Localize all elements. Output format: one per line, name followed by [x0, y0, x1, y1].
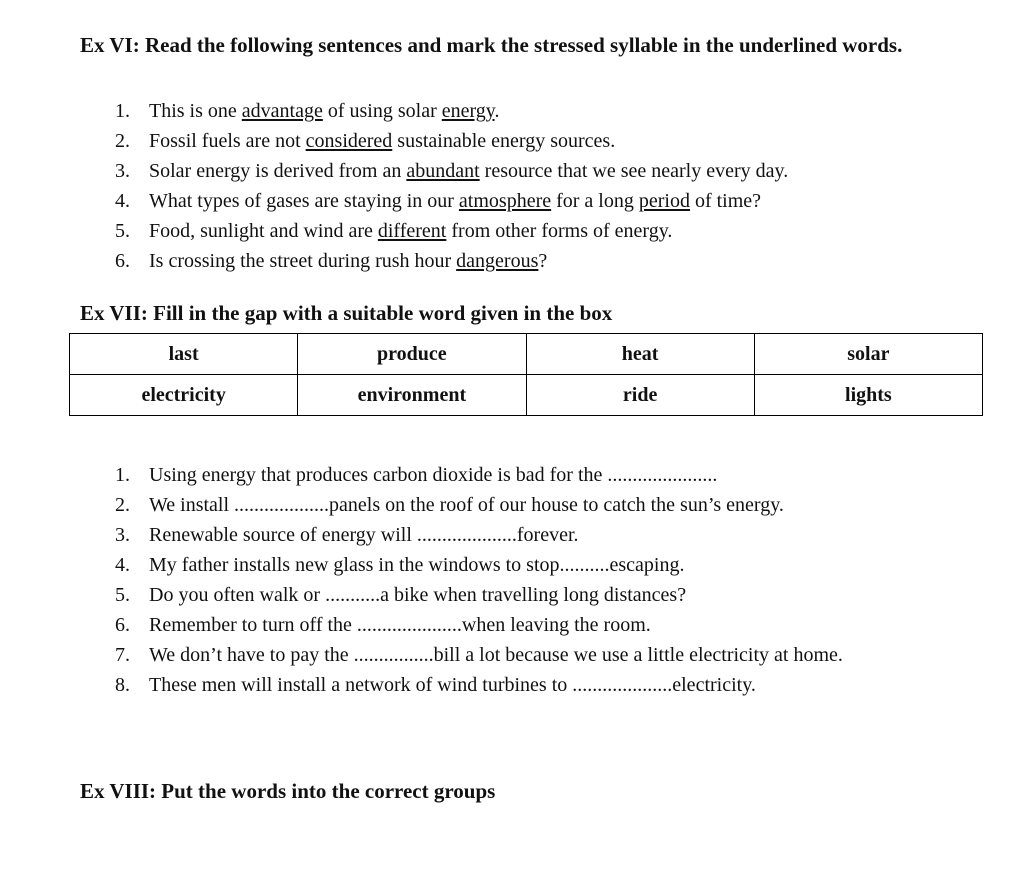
item-number: 8. [115, 674, 130, 696]
ex6-sentence-list [115, 96, 788, 276]
item-number: 3. [115, 524, 130, 546]
ex6-item-4: 4. What types of gases are staying in our atmosphere for a long period of time? [115, 186, 788, 216]
ex6-item-6: 6. Is crossing the street during rush hour dangerous? [115, 246, 788, 276]
item-number: 6. [115, 614, 130, 636]
ex6-heading: Ex VI: Read the following sentences and mark the stressed syllable in the underlined words. [80, 33, 903, 57]
underlined-word: advantage [241, 100, 323, 122]
ex8-heading: Ex VIII: Put the words into the correct groups [80, 779, 496, 803]
item-number: 1. [115, 464, 130, 486]
ex7-item-3: 3. Renewable source of energy will ....................forever. [115, 520, 939, 550]
ex6-item-2: 2. Fossil fuels are not considered sustainable energy sources. [115, 126, 788, 156]
word-box-cell: environment [298, 375, 526, 416]
word-box-cell: ride [526, 375, 754, 416]
item-number: 1. [115, 100, 130, 122]
item-number: 5. [115, 220, 130, 242]
word-box [69, 333, 983, 416]
ex7-item-7: 7. We don’t have to pay the ................bill a lot because we use a little electricity at home. [115, 640, 939, 670]
ex7-item-4: 4. My father installs new glass in the windows to stop..........escaping. [115, 550, 939, 580]
word-box-cell: produce [298, 334, 526, 375]
ex7-gap-fill-list [115, 460, 939, 700]
word-box-cell: heat [526, 334, 754, 375]
word-box-cell: solar [754, 334, 982, 375]
underlined-word: atmosphere [458, 190, 552, 212]
underlined-word: abundant [406, 160, 480, 182]
item-number: 2. [115, 130, 130, 152]
item-number: 4. [115, 190, 130, 212]
item-number: 6. [115, 250, 130, 272]
ex7-heading: Ex VII: Fill in the gap with a suitable word given in the box [80, 301, 613, 325]
word-box-cell: last [70, 334, 298, 375]
ex7-item-5: 5. Do you often walk or ...........a bike when travelling long distances? [115, 580, 939, 610]
item-number: 7. [115, 644, 130, 666]
item-number: 3. [115, 160, 130, 182]
word-box-row [70, 334, 983, 375]
word-box-cell: electricity [70, 375, 298, 416]
ex6-item-5: 5. Food, sunlight and wind are different from other forms of energy. [115, 216, 788, 246]
underlined-word: considered [305, 130, 393, 152]
ex7-item-2: 2. We install ...................panels on the roof of our house to catch the sun’s energy. [115, 490, 939, 520]
underlined-word: energy [441, 100, 495, 122]
ex7-item-1: 1. Using energy that produces carbon dioxide is bad for the ...................... [115, 460, 939, 490]
underlined-word: dangerous [456, 250, 539, 272]
ex6-item-3: 3. Solar energy is derived from an abundant resource that we see nearly every day. [115, 156, 788, 186]
item-number: 4. [115, 554, 130, 576]
item-number: 5. [115, 584, 130, 606]
item-number: 2. [115, 494, 130, 516]
ex7-item-6: 6. Remember to turn off the .....................when leaving the room. [115, 610, 939, 640]
ex7-item-8: 8. These men will install a network of wind turbines to ....................electricity. [115, 670, 939, 700]
underlined-word: different [377, 220, 447, 242]
underlined-word: period [638, 190, 690, 212]
ex6-item-1: 1. This is one advantage of using solar energy. [115, 96, 788, 126]
word-box-cell: lights [754, 375, 982, 416]
word-box-row [70, 375, 983, 416]
